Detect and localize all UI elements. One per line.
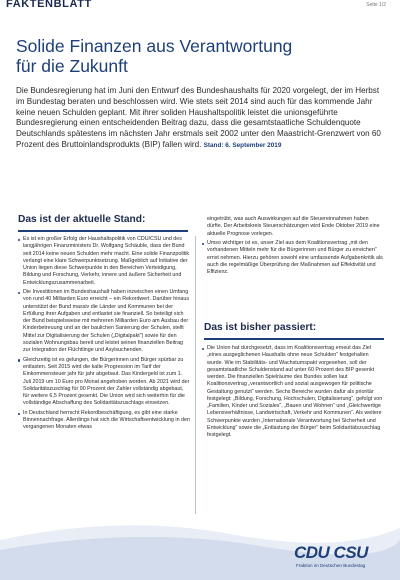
list-item: In Deutschland herrscht Rekordbeschäftigung, es gibt eine starke Binnennachfrage. Allerdings hat sich die Wirtschaftsentwicklung in den vergangenen Monaten etwas [18,410,190,432]
list-item: Die Union hat durchgesetzt, dass im Koalitionsvertrag erneut das Ziel „eines ausgeglichenen Haushalts ohne neue Schulden“ festgehalten wurde. Wie im Stabilitäts- und Wachstumspakt vorgesehen, soll der gesamtstaatliche Schuldenstand auf unter 60 Prozent des BIP gesenkt werden. Die finanziellen Spielräume des Bundes sollen laut Koalitionsvertrag „verantwortlich und sozial ausgewogen für politische Gestaltung genutzt“ werden. Sechs Bereiche wurden dafür als prioritär festgelegt: „Bildung, Forschung, Hochschulen, Digitalisierung“, gefolgt von „Familien, Kinder und Soziales“, „Bauen und Wohnen“ und „Gleichwertige Lebensverhältnisse, Landwirtschaft, Verkehr und Kommunen“. Als weitere Schwerpunkte wurden „Internationale Verantwortung bei Sicherheit und Entwicklung“ sowie die „Entlastung der Bürger“ beim Solidaritätszuschlag festgelegt. [202,345,384,439]
list-item: Umso wichtiger ist es, unser Ziel aus dem Koalitionsvertrag „mit den vorhandenen Mitteln mehr für die Bürgerinnen und Bürger zu erreichen“ ernst nehmen. Hierzu gehören sowohl eine umfassende Aufgabenkritik als auch die regelmäßige Überprüfung der Maßnahmen auf Effektivität und Effizienz. [202,240,384,276]
right-column-bottom [202,345,384,442]
what-happened-list [202,345,384,439]
section-heading-what-happened: Das ist bisher passiert: [204,322,317,333]
list-item: eingetrübt, was auch Auswirkungen auf die Steuereinnahmen haben dürfte. Der Arbeitskreis Steuerschätzungen wird Ende Oktober 2019 eine aktuelle Prognose vorlegen. [207,216,380,237]
page-number: Seite 1/2 [366,2,386,8]
document-type-label: FAKTENBLATT [6,0,92,10]
left-column [18,236,190,434]
section-heading-underline [204,338,384,340]
logo-subtitle: Fraktion im Deutschen Bundestag [296,563,366,568]
list-item: Es ist ein großer Erfolg der Haushaltspolitik von CDU/CSU und des langjährigen Finanzministers Dr. Wolfgang Schäuble, dass der Bund seit 2014 keine neuen Schulden mehr macht. Eine solide Finanzpolitik verlangt eine klare Schwerpunktsetzung. Maßgeblich auf Initiative der Union liegen diese Schwerpunkte in den Bereichen Verteidigung, Bildung und Forschung, Verkehr, innere und äußere Sicherheit und Entwicklungszusammenarbeit. [18,236,190,287]
page-title [16,36,386,76]
title-line-1: Solide Finanzen aus Verantwortung [16,36,293,56]
cdu-csu-logo: CDU CSU [294,543,368,562]
intro-text: Die Bundesregierung hat im Juni den Entwurf des Bundeshaushalts für 2020 vorgelegt, der im Herbst im Bundestag beraten und beschlossen wird. Wie stets seit 2014 sind auch für das kommende Jahr keine neuen Schulden geplant. Mit ihrer soliden Haushaltspolitik leistet die unionsgeführte Bundesregierung einen entscheidenden Beitrag dazu, dass die gesamtstaatliche Schuldenquote Deutschlands spätestens im nächsten Jahr erstmals seit 2002 unter den Maastricht-Grenzwert von 60 Prozent des Bruttoinlandsprodukts (BIP) fallen wird. [16,86,381,149]
top-bar [0,0,400,14]
intro-paragraph [16,86,388,152]
list-item: Gleichzeitig ist es gelungen, die Bürgerinnen und Bürger spürbar zu entlasten. Seit 2015 wird die kalte Progression im Tarif der Einkommensteuer jahr für jahr abgebaut. Das Kindergeld ist zum 1. Juli 2019 um 10 Euro pro Monat angehoben worden. Ab 2021 wird der Solidaritätszuschlag für 90 Prozent der Zahler vollständig abgebaut, für weitere 6,5 Prozent gesenkt. Die Union wird sich weiterhin für die vollständige Abschaffung des Solidaritätszuschlags einsetzen. [18,357,190,408]
current-status-list [18,236,190,432]
right-column-top [202,216,384,279]
section-heading-underline [18,230,188,232]
current-status-list-continued [202,216,384,276]
status-date: Stand: 6. September 2019 [203,141,282,149]
section-heading-current-status: Das ist der aktuelle Stand: [18,214,146,225]
title-line-2: für die Zukunft [16,56,128,76]
column-divider [195,236,196,514]
list-item: Die Investitionen im Bundeshaushalt haben inzwischen einen Umfang von rund 40 Milliarden Euro erreicht – ein Rekordwert. Darüber hinaus unterstützt der Bund massiv die Länder und Kommunen bei der Erfüllung ihrer Aufgaben und entlastet sie finanziell. So beteiligt sich der Bund beispielsweise mit mehreren Milliarden Euro am Ausbau der Kinderbetreuung und an der baulichen Sanierung der Schulen, stellt Mittel zur Digitalisierung der Schulen („Digitalpakt“) sowie für den sozialen Wohnungsbau bereit und leistet seinen finanziellen Beitrag zur Integration der Flüchtlinge und Asylsuchenden. [18,289,190,354]
